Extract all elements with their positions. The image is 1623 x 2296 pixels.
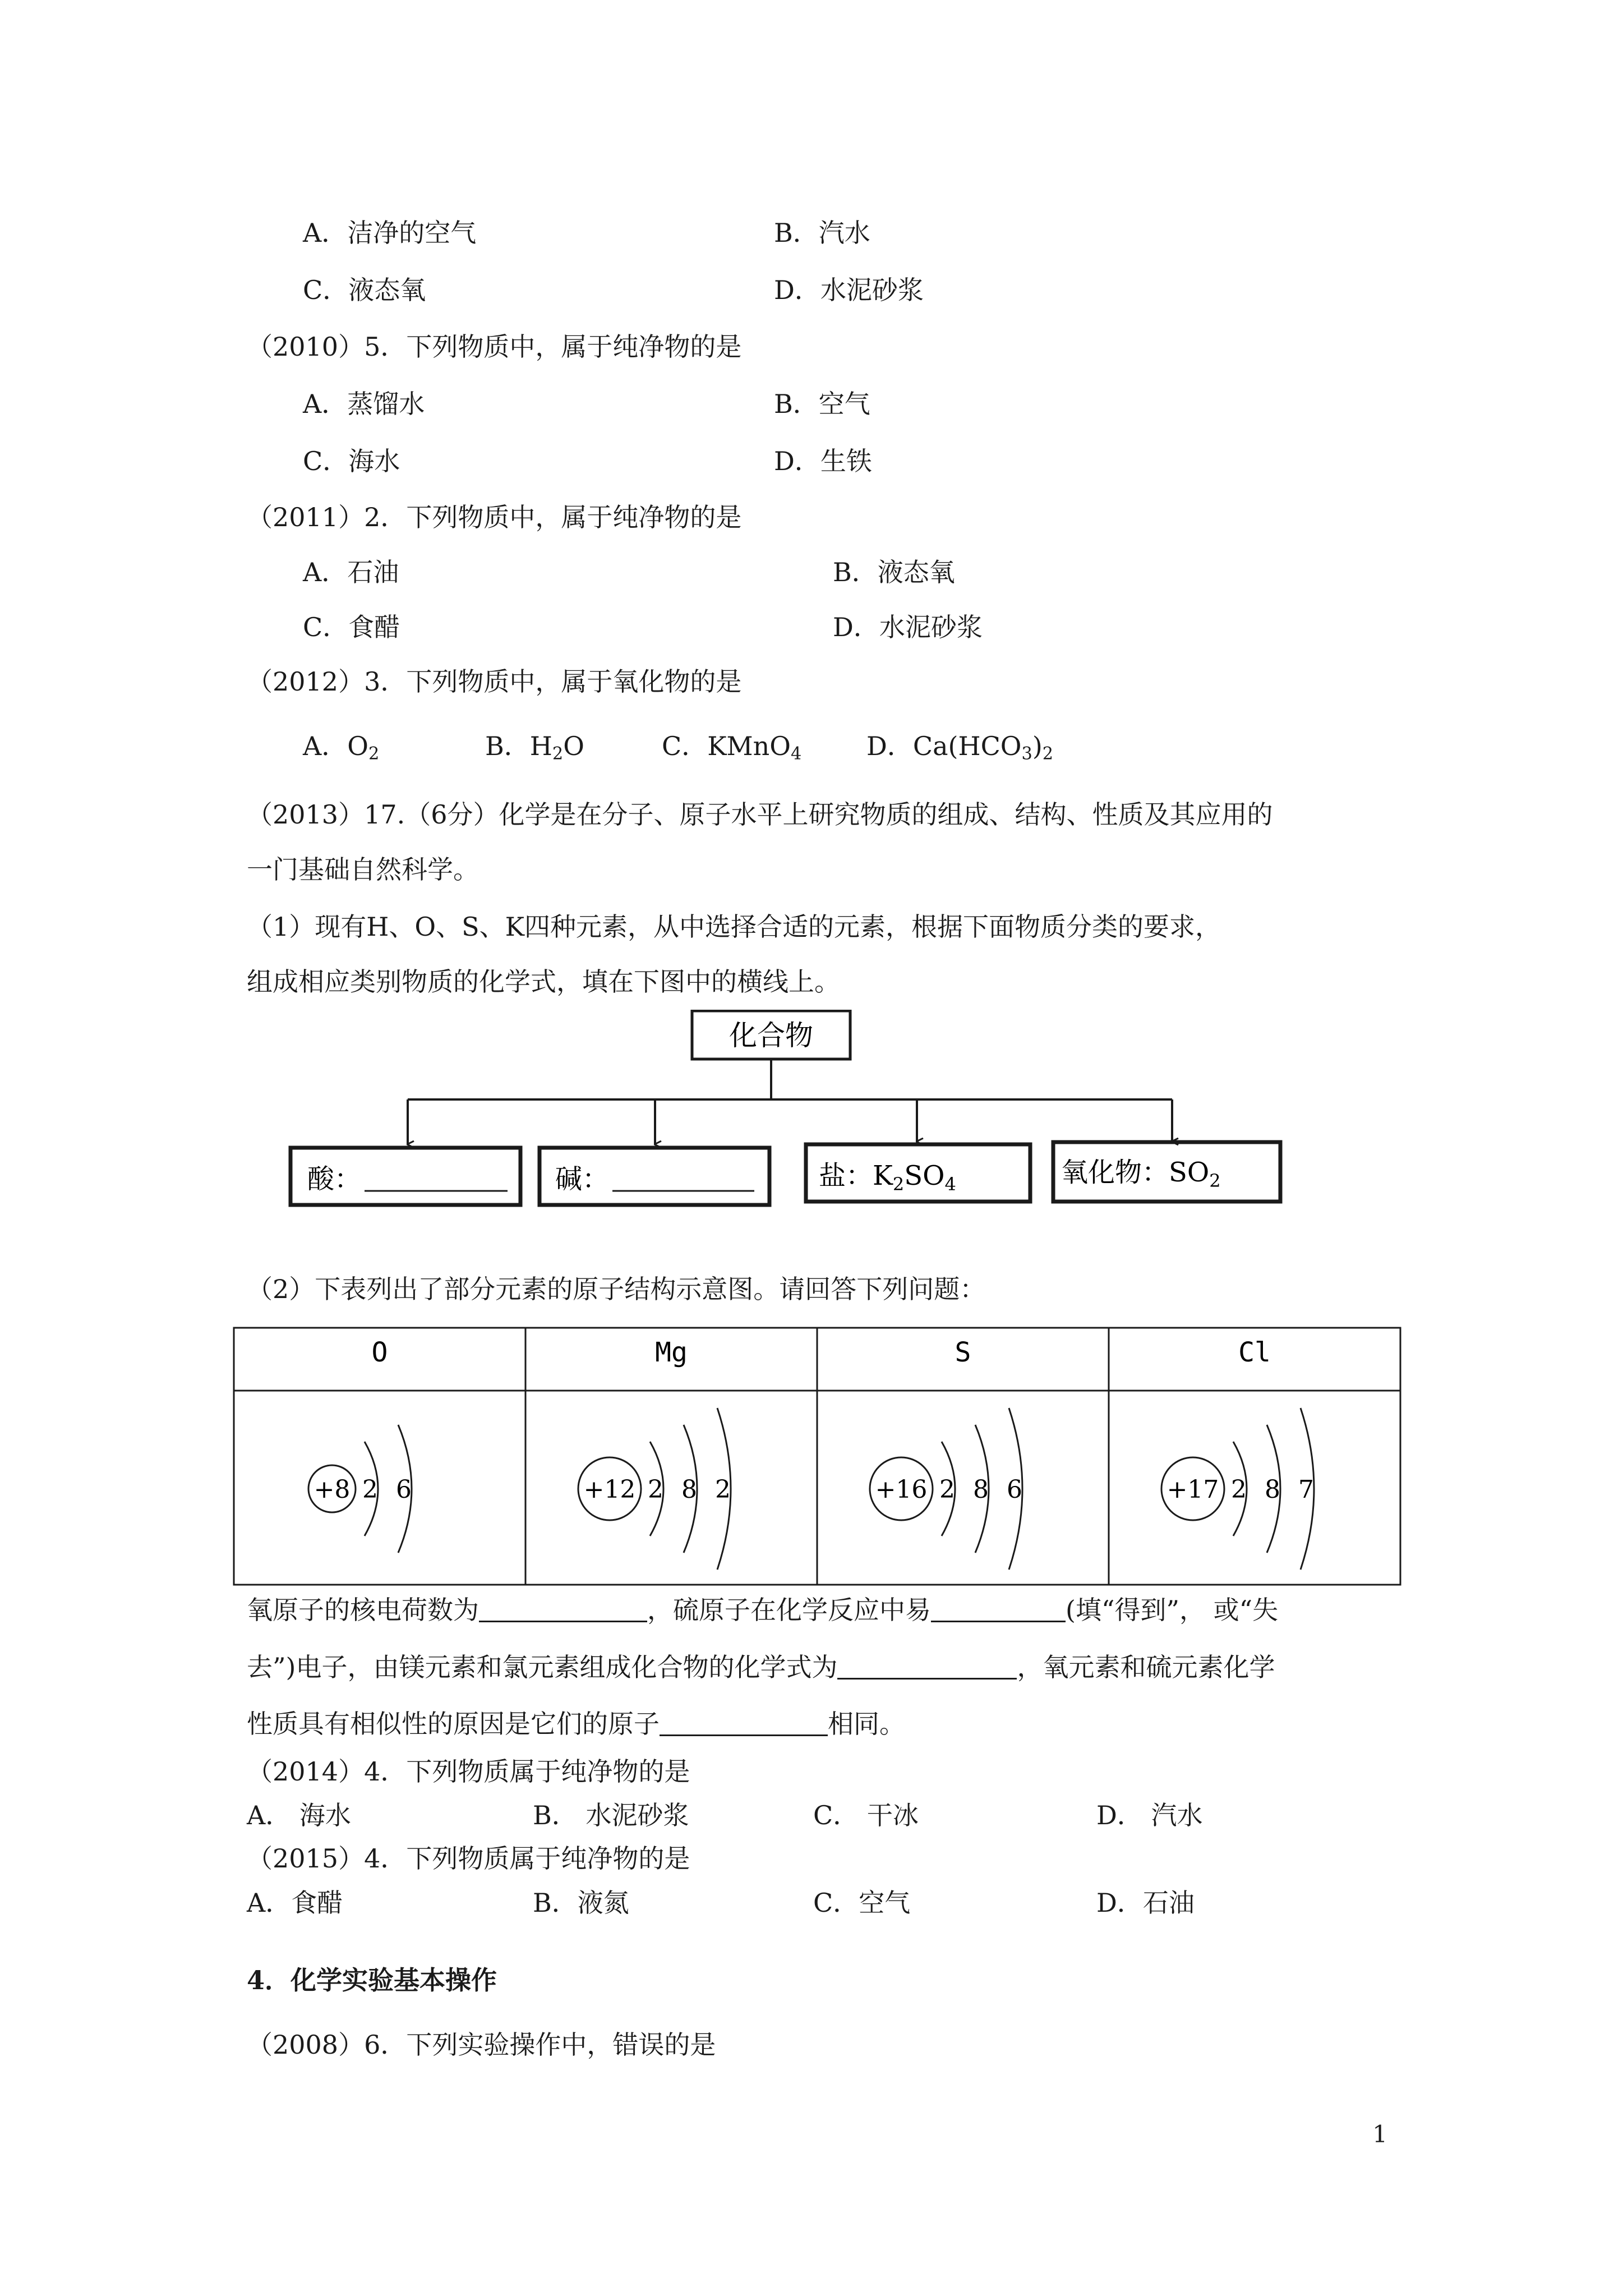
option-d: D．$Ca(HCO_3)_2$ xyxy=(866,731,1054,764)
element-symbol: Cl xyxy=(1238,1337,1271,1368)
question-2013-stem-line2: 一门基础自然科学。 xyxy=(247,854,479,885)
fill-line-2: 去”)电子，由镁元素和氯元素组成化合物的化学式为 ，氧元素和硫元素化学 xyxy=(247,1652,1275,1682)
option-d: D．生铁 xyxy=(774,446,872,476)
question-2011-stem: （2011）2．下列物质中，属于纯净物的是 xyxy=(247,502,742,532)
option-b: B．$H_2O$ xyxy=(485,731,584,764)
part1-line2: 组成相应类别物质的化学式，填在下图中的横线上。 xyxy=(247,967,840,997)
part1-line1: （1）现有H、O、S、K四种元素，从中选择合适的元素，根据下面物质分类的要求， xyxy=(247,912,1221,942)
salt-label: 盐：$K_2SO_4$ xyxy=(819,1160,956,1195)
shell-electron-count: 2 xyxy=(648,1475,663,1504)
shell-electron-count: 2 xyxy=(715,1475,731,1504)
question-2013-stem-line1: （2013）17.（6分）化学是在分子、原子水平上研究物质的组成、结构、性质及其应用的 xyxy=(247,799,1273,830)
option-a: A．食醋 xyxy=(247,1888,343,1918)
shell-electron-count: 6 xyxy=(396,1475,412,1504)
option-c: C．海水 xyxy=(303,446,400,476)
question-2014-stem: （2014）4．下列物质属于纯净物的是 xyxy=(247,1756,690,1787)
atom-diagram xyxy=(870,1408,1022,1570)
option-a: A．石油 xyxy=(303,557,399,587)
option-a: A．蒸馏水 xyxy=(303,389,425,419)
shell-electron-count: 8 xyxy=(1265,1475,1280,1504)
option-b: B．空气 xyxy=(774,389,870,419)
shell-electron-count: 2 xyxy=(1231,1475,1247,1504)
answer-blank-reason[interactable] xyxy=(660,1709,828,1736)
option-b: B． 水泥砂浆 xyxy=(533,1800,689,1830)
fill-line-1: 氧原子的核电荷数为 ，硫原子在化学反应中易 (填“得到”， 或“失 xyxy=(247,1595,1279,1625)
option-b: B．液态氧 xyxy=(833,557,955,587)
option-d: D．水泥砂浆 xyxy=(833,612,983,642)
option-c: C．液态氧 xyxy=(303,275,426,305)
atom-diagram xyxy=(308,1425,412,1553)
atom-diagram xyxy=(578,1408,731,1570)
question-2010-stem: （2010）5．下列物质中，属于纯净物的是 xyxy=(247,332,742,362)
option-a: A．$O_2$ xyxy=(303,731,380,764)
nucleus-charge: +12 xyxy=(583,1475,636,1504)
option-c: C． 干冰 xyxy=(813,1800,919,1830)
option-c: C．食醋 xyxy=(303,612,400,642)
shell-electron-count: 2 xyxy=(362,1475,378,1504)
option-d: D．石油 xyxy=(1096,1888,1195,1918)
part2-intro: （2）下表列出了部分元素的原子结构示意图。请回答下列问题： xyxy=(247,1274,986,1304)
shell-electron-count: 7 xyxy=(1298,1475,1314,1504)
fill-line-3: 性质具有相似性的原因是它们的原子 相同。 xyxy=(247,1709,905,1739)
acid-label: 酸： xyxy=(307,1163,362,1195)
question-2012-stem: （2012）3．下列物质中，属于氧化物的是 xyxy=(247,666,742,697)
element-symbol: Mg xyxy=(655,1337,688,1368)
oxide-label: 氧化物：$SO_2$ xyxy=(1061,1157,1221,1191)
option-c: C．KMnO$_4$ xyxy=(662,731,802,764)
option-d: D．水泥砂浆 xyxy=(774,275,924,305)
section-heading: 4．化学实验基本操作 xyxy=(247,1965,497,1995)
question-2008-stem: （2008）6．下列实验操作中，错误的是 xyxy=(247,2030,716,2060)
option-a: A． 海水 xyxy=(247,1800,351,1830)
element-symbol: O xyxy=(371,1337,388,1368)
nucleus-charge: +17 xyxy=(1166,1475,1219,1504)
option-a: A．洁净的空气 xyxy=(303,218,477,248)
shell-electron-count: 8 xyxy=(681,1475,697,1504)
shell-electron-count: 6 xyxy=(1007,1475,1022,1504)
answer-blank-nuclear-charge[interactable] xyxy=(479,1595,647,1622)
nucleus-charge: +16 xyxy=(875,1475,928,1504)
atom-diagram xyxy=(1161,1408,1314,1570)
option-c: C．空气 xyxy=(813,1888,911,1918)
classification-diagram xyxy=(280,1010,1290,1234)
root-label: 化合物 xyxy=(729,1019,813,1052)
shell-electron-count: 8 xyxy=(973,1475,989,1504)
base-label: 碱： xyxy=(555,1163,610,1195)
nucleus-charge: +8 xyxy=(313,1475,351,1504)
answer-blank-gain-lose[interactable] xyxy=(931,1595,1066,1622)
shell-electron-count: 2 xyxy=(939,1475,955,1504)
option-b: B．液氮 xyxy=(533,1888,629,1918)
answer-blank-formula[interactable] xyxy=(837,1652,1017,1680)
question-2015-stem: （2015）4．下列物质属于纯净物的是 xyxy=(247,1843,690,1874)
option-d: D． 汽水 xyxy=(1096,1800,1203,1830)
option-b: B．汽水 xyxy=(774,218,870,248)
element-symbol: S xyxy=(955,1337,971,1368)
page-number: 1 xyxy=(1372,2120,1387,2148)
atomic-structure-table xyxy=(233,1327,1410,1590)
